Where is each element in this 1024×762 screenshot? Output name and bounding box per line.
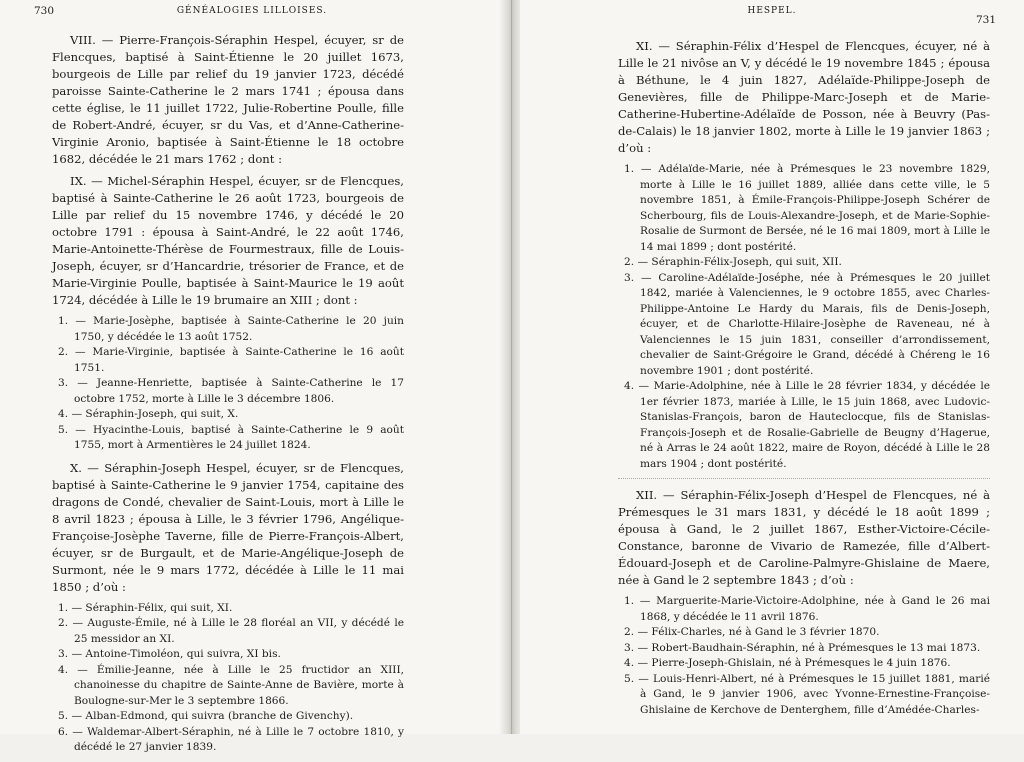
list-item: 2. — Félix-Charles, né à Gand le 3 février 1870.: [624, 626, 880, 638]
entry-viii: VIII. — Pierre-François-Séraphin Hespel, écuyer, sr de Flencques, baptisé à Saint-Étienne le 20 juillet 1673, bourgeois de Lille par relief du 19 janvier 1723, décédé paroisse Sainte-Catherine le 2 mars 1741 ; épousa dans cette église, le 11 juillet 1722, Julie-Robertine Poulle, fille de Robert-André, écuyer, sr du Vas, et d’Anne-Catherine-Virginie Aronio, baptisée à Saint-Étienne le 18 octobre 1682, décédée le 21 mars 1762 ; dont :: [52, 33, 404, 166]
list-item: 5. — Louis-Henri-Albert, né à Prémesques le 15 juillet 1881, marié à Gand, le 9 janvier 1906, avec Yvonne-Ernestine-Françoise-Ghislaine de Kerchove de Denterghem, fille d’Amédée-Charles-: [624, 672, 990, 716]
left-text-column: [52, 32, 404, 762]
children-x-list: [52, 601, 404, 756]
right-text-column: [618, 38, 990, 724]
list-item: 4. — Séraphin-Joseph, qui suit, X.: [58, 408, 239, 420]
children-ix-list: [52, 314, 404, 454]
list-item: 1. — Séraphin-Félix, qui suit, XI.: [58, 601, 233, 614]
list-item: 3. — Jeanne-Henriette, baptisée à Sainte-Catherine le 17 octobre 1752, morte à Lille le 3 décembre 1806.: [58, 377, 404, 405]
list-item: 2. — Marie-Virginie, baptisée à Sainte-Catherine le 16 août 1751.: [58, 346, 404, 374]
list-item: 5. — Hyacinthe-Louis, baptisé à Sainte-Catherine le 9 août 1755, mort à Armentières le 24 juillet 1824.: [58, 423, 404, 451]
list-item: 6. — Waldemar-Albert-Séraphin, né à Lille le 7 octobre 1810, y décédé le 27 janvier 1839.: [58, 725, 404, 753]
children-xi-list: [618, 162, 990, 472]
list-item: 4. — Pierre-Joseph-Ghislain, né à Prémesques le 4 juin 1876.: [624, 657, 951, 669]
list-item: 5. — Alban-Edmond, qui suivra (branche de Givenchy).: [58, 710, 354, 722]
list-item: 4. — Marie-Adolphine, née à Lille le 28 février 1834, y décédée le 1er février 1873, mariée à Lille, le 15 juin 1868, avec Ludovic-Stanislas-François, baron de Hauteclocque, fils de Stanislas-François-Joseph et de Rosalie-Gabrielle de Beugny d’Hagerue, né à Arras le 24 août 1822, maire de Royon, décédé à Lille le 28 mars 1904 ; dont postérité.: [624, 380, 990, 470]
entry-x: X. — Séraphin-Joseph Hespel, écuyer, sr de Flencques, baptisé à Sainte-Catherine le 9 janvier 1754, capitaine des dragons de Condé, chevalier de Saint-Louis, mort à Lille le 8 avril 1823 ; épousa à Lille, le 3 février 1796, Angélique-Françoise-Josèphe Taverne, fille de Pierre-François-Albert, écuyer, sr de Burgault, et de Marie-Angélique-Joseph de Surmont, née le 9 mars 1772, décédée à Lille le 11 mai 1850 ; d’où :: [52, 460, 404, 594]
right-page: [520, 0, 1024, 734]
list-item: 2. — Auguste-Émile, né à Lille le 28 floréal an VII, y décédé le 25 messidor an XI.: [58, 617, 404, 645]
right-running-header: HESPEL.: [747, 6, 797, 16]
list-item: 3. — Antoine-Timoléon, qui suivra, XI bis.: [58, 648, 281, 660]
list-item: 4. — Émilie-Jeanne, née à Lille le 25 fructidor an XIII, chanoinesse du chapitre de Sainte-Anne de Bavière, morte à Boulogne-sur-Mer le 3 septembre 1866.: [58, 663, 404, 707]
section-divider: [618, 478, 990, 479]
list-item: 2. — Séraphin-Félix-Joseph, qui suit, XII.: [624, 256, 842, 268]
list-item: 3. — Caroline-Adélaïde-Joséphe, née à Prémesques le 20 juillet 1842, mariée à Valenciennes, le 9 octobre 1855, avec Charles-Philippe-Antoine Le Hardy du Marais, fils de Denis-Joseph, écuyer, et de Charlotte-Hilaire-Josèphe de Raveneau, né à Valenciennes le 15 juin 1831, conseiller d’arrondissement, chevalier de Saint-Grégoire le Grand, décédé à Chéreng le 16 novembre 1901 ; dont postérité.: [624, 271, 990, 377]
left-page: [0, 0, 504, 753]
list-item: 1. — Adélaïde-Marie, née à Prémesques le 23 novembre 1829, morte à Lille le 16 juillet 1889, alliée dans cette ville, le 5 novembre 1851, à Émile-François-Philippe-Joseph Schérer de Scherbourg, fils de Louis-Alexandre-Joseph, et de Marie-Sophie-Rosalie de Surmont de Bersée, né le 16 mai 1809, mort à Lille le 14 mai 1899 ; dont postérité.: [624, 163, 990, 253]
gutter-divider: [511, 0, 512, 734]
entry-ix: IX. — Michel-Séraphin Hespel, écuyer, sr de Flencques, baptisé à Sainte-Catherine le 26 août 1723, bourgeois de Lille par relief du 15 novembre 1746, y décédé le 20 octobre 1791 : épousa à Saint-André, le 22 août 1746, Marie-Antoinette-Thérèse de Fourmestraux, fille de Louis-Joseph, écuyer, sr d’Hancardrie, trésorier de France, et de Marie-Virginie Poulle, baptisée à Saint-Maurice le 19 août 1724, décédée à Lille le 19 brumaire an XIII ; dont :: [52, 174, 404, 307]
right-page-number: 731: [975, 14, 996, 26]
list-item: 3. — Robert-Baudhain-Séraphin, né à Prémesques le 13 mai 1873.: [624, 641, 981, 654]
entry-xii: XII. — Séraphin-Félix-Joseph d’Hespel de Flencques, né à Prémesques le 31 mars 1831, y décédé le 18 août 1899 ; épousa à Gand, le 2 juillet 1867, Esther-Victoire-Cécile-Constance, baronne de Vivario de Ramezée, fille d’Albert-Édouard-Joseph et de Caroline-Palmyre-Ghislaine de Maere, née à Gand le 2 septembre 1843 ; d’où :: [618, 488, 990, 587]
left-running-header: GÉNÉALOGIES LILLOISES.: [176, 6, 328, 16]
left-page-number: 730: [34, 5, 55, 17]
children-xii-list: [618, 594, 990, 718]
list-item: 1. — Marguerite-Marie-Victoire-Adolphine, née à Gand le 26 mai 1868, y décédée le 11 avril 1876.: [624, 595, 990, 623]
entry-xi: XI. — Séraphin-Félix d’Hespel de Flencques, écuyer, né à Lille le 21 nivôse an V, y décédé le 19 novembre 1845 ; épousa à Béthune, le 4 juin 1827, Adélaïde-Philippe-Joseph de Genevières, fille de Philippe-Marc-Joseph et de Marie-Catherine-Hubertine-Adélaïde de Posson, née à Beuvry (Pas-de-Calais) le 18 janvier 1802, morte à Lille le 19 janvier 1863 ; d’où :: [618, 39, 990, 155]
list-item: 1. — Marie-Josèphe, baptisée à Sainte-Catherine le 20 juin 1750, y décédée le 13 août 1752.: [58, 315, 404, 343]
